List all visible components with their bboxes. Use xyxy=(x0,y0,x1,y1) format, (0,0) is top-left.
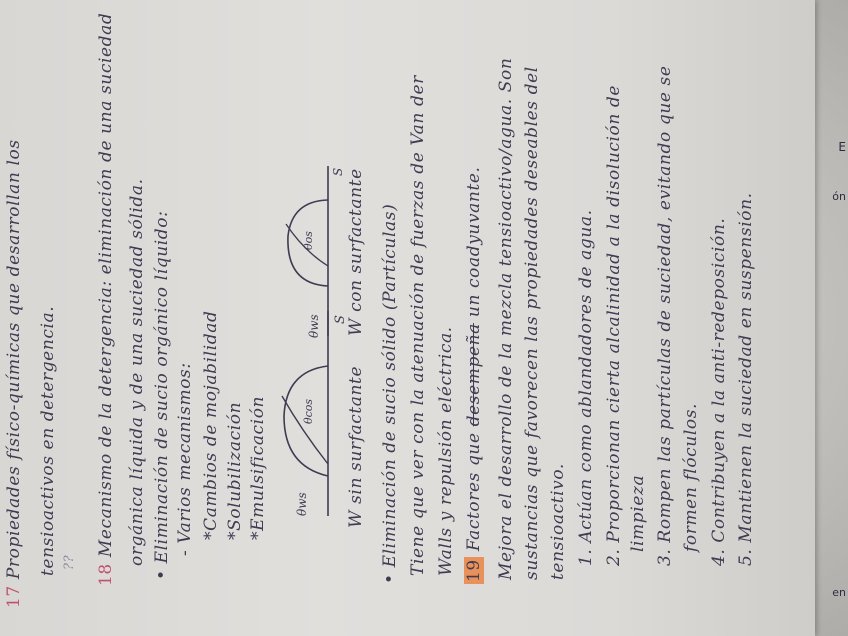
diagram1-top-label: θws xyxy=(295,492,309,516)
q19-item3: 3. Rompen las partículas de suciedad, evitando que se xyxy=(655,65,675,566)
q18-item3: *Emulsificación xyxy=(248,395,268,540)
q19-title xyxy=(464,166,484,584)
q17-line2: tensioactivos en detergencia. xyxy=(38,305,58,576)
q19-intro2: sustancias que favorecen las propiedades deseables del xyxy=(522,66,542,580)
q18-item2: *Solubilización xyxy=(225,401,245,540)
q17-number: 17 xyxy=(4,585,24,608)
q18-item1: *Cambios de mojabilidad xyxy=(201,310,221,540)
q17-line1 xyxy=(4,139,24,608)
q19-title-struck: desempeña xyxy=(464,323,484,427)
q19-item5: 5. Mantienen la suciedad en suspensión. xyxy=(736,192,756,566)
q19-number: 19 xyxy=(464,559,484,582)
q19-item4: 4. Contribuyen a la anti-redeposición. xyxy=(709,217,729,566)
diagram-with-surfactant xyxy=(282,146,345,346)
q17-marks: ?? xyxy=(62,554,77,570)
diagram1-drop-label: θcos xyxy=(302,398,315,424)
edge-fragment-top: E xyxy=(838,140,846,154)
q18-line1 xyxy=(96,13,116,586)
q19-intro1: Mejora el desarrollo de la mezcla tensioactivo/agua. Son xyxy=(496,57,516,580)
diagram2-drop-label: θos xyxy=(302,231,315,250)
q18-sub1: - Varios mecanismos: xyxy=(175,362,195,556)
droplet-diagram-2 xyxy=(282,146,345,346)
q18-text1: Mecanismo de la detergencia: eliminación de una suciedad xyxy=(96,12,116,558)
q19-item3-cont: formen flóculos. xyxy=(681,402,701,552)
diagram1-caption: W sin surfactante xyxy=(346,365,366,528)
q19-title-pre: Factores que xyxy=(464,426,484,552)
q19-intro3: tensioactivo. xyxy=(548,463,568,580)
edge-fragment-mid: ón xyxy=(832,190,846,203)
q19-item1: 1. Actúan como ablandadores de agua. xyxy=(576,209,596,566)
diagram1-surface-label: S xyxy=(333,315,348,324)
diagram2-caption: W con surfactante xyxy=(346,168,366,336)
q19-item2: 2. Proporcionan cierta alcalinidad a la disolución de xyxy=(604,84,624,566)
q18-bullet2: • Eliminación de sucio sólido (Partículas) xyxy=(380,203,400,584)
q18-number: 18 xyxy=(96,563,116,586)
q18-bullet1: • Eliminación de sucio orgánico líquido: xyxy=(152,210,172,580)
q18-b2-line2: Walls y repulsión eléctrica. xyxy=(436,326,456,576)
q17-text1: Propiedades físico-químicas que desarrollan los xyxy=(4,139,24,580)
q18-b2-line1: Tiene que ver con la atenuación de fuerzas de Van der xyxy=(408,75,428,576)
q19-title-post: un coadyuvante. xyxy=(464,166,484,324)
diagram2-surface-label: S xyxy=(331,167,345,176)
q19-item2-cont: limpieza xyxy=(628,474,648,552)
edge-fragment-bottom: en xyxy=(832,586,846,599)
diagram2-left-label: θws xyxy=(307,314,321,338)
q18-line2: orgánica líquida y de una suciedad sólida. xyxy=(127,178,147,566)
